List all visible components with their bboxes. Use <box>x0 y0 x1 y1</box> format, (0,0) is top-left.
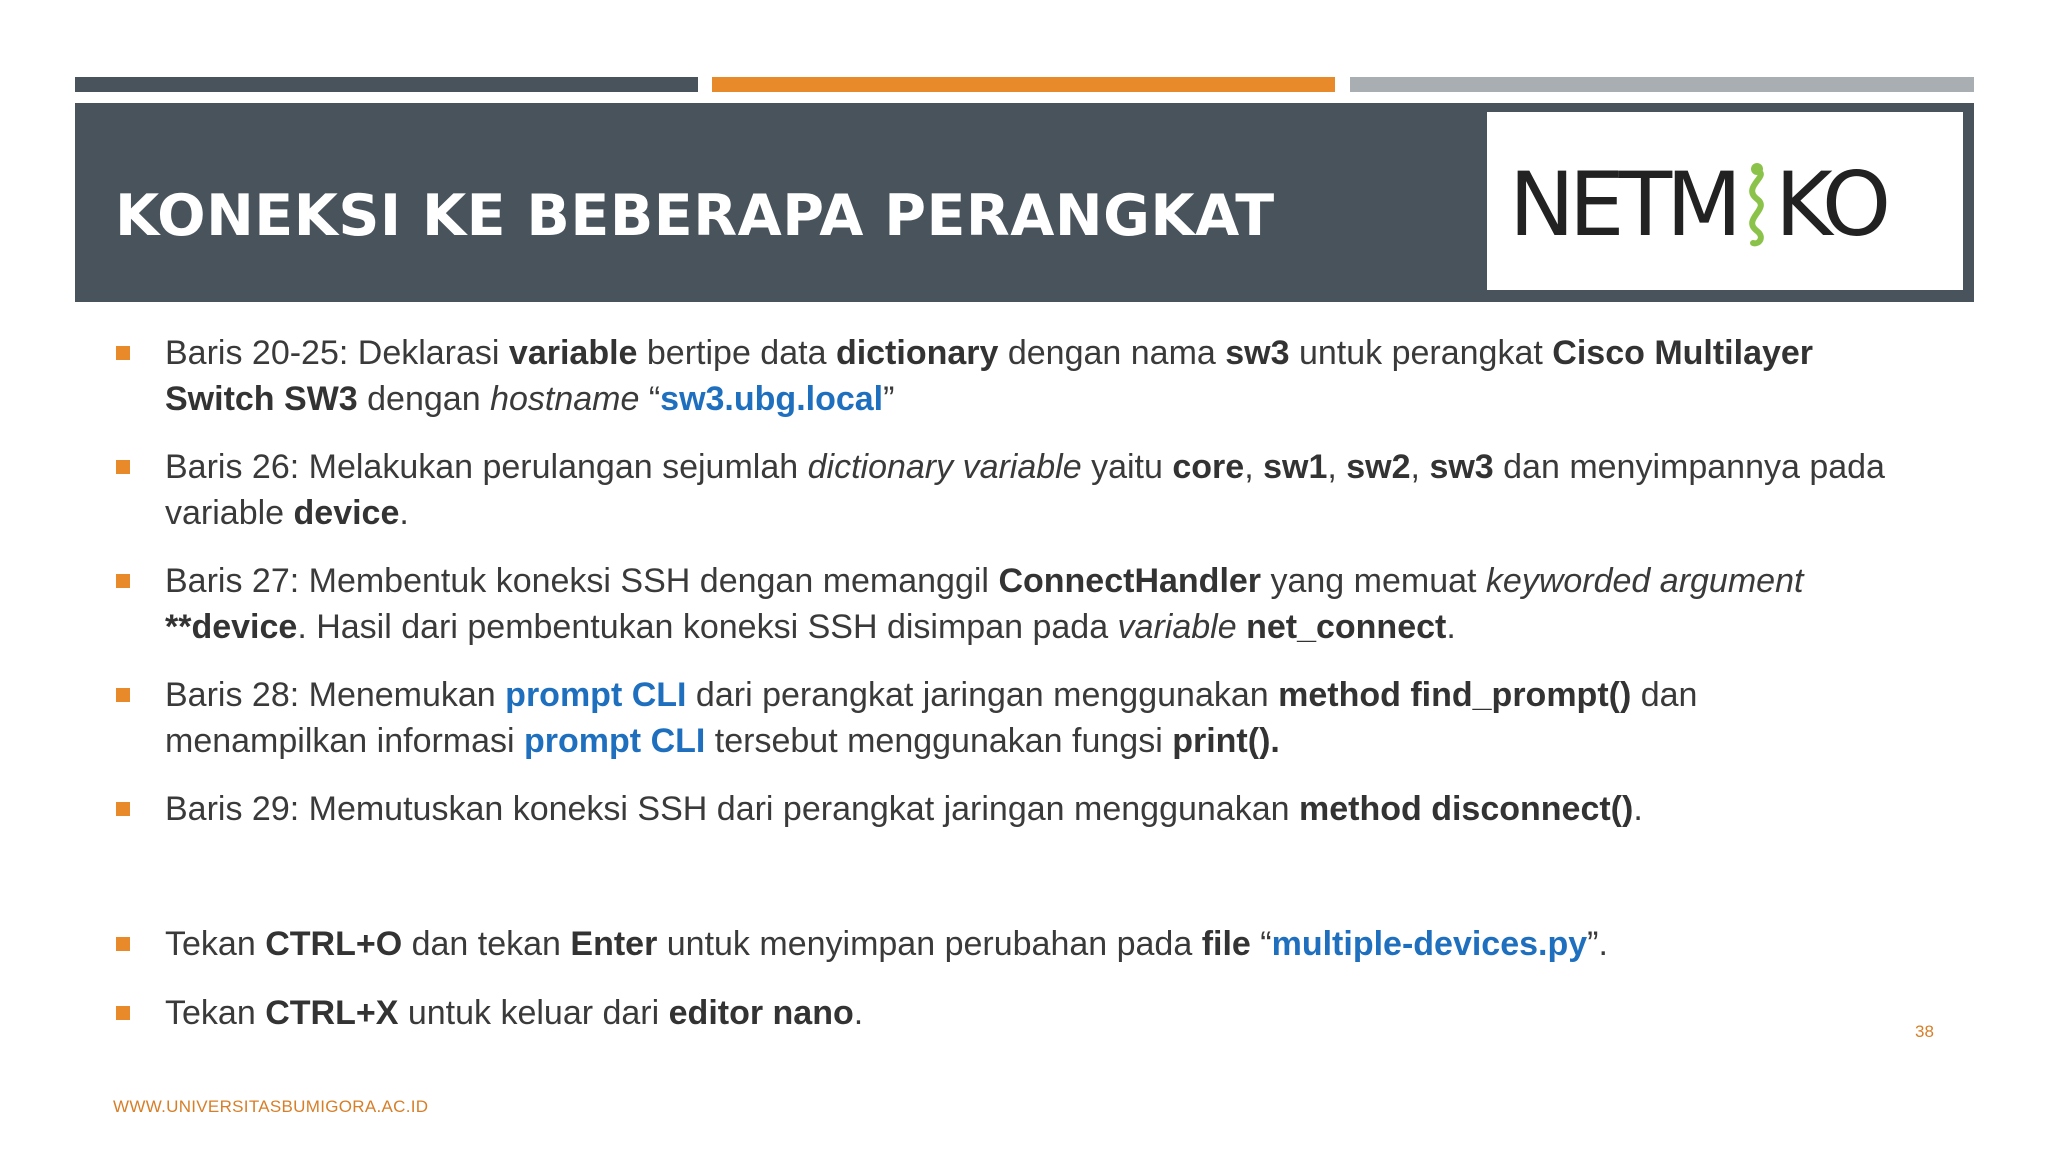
netmiko-logo <box>1485 110 1965 292</box>
bullet-2-line-1: Baris 26: Melakukan perulangan sejumlah dictionary variable yaitu core, sw1, sw2, sw3 dan menyimpannya pada <box>165 448 1885 486</box>
bullet-marker <box>116 460 130 474</box>
footer-url: WWW.UNIVERSITASBUMIGORA.AC.ID <box>113 1097 429 1116</box>
bullet-marker <box>116 1006 130 1020</box>
logo-text-right: KO <box>1775 157 1886 249</box>
bullet-3-line-1: Baris 27: Membentuk koneksi SSH dengan memanggil ConnectHandler yang memuat keyworded argument <box>165 562 1804 600</box>
bullet-6 <box>165 921 1905 967</box>
bullet-3-line-2: **device. Hasil dari pembentukan koneksi SSH disimpan pada variable net_connect. <box>165 608 1456 646</box>
bullet-7-line-1: Tekan CTRL+X untuk keluar dari editor nano. <box>165 994 864 1032</box>
bullet-marker <box>116 688 130 702</box>
bullet-7 <box>165 990 1905 1036</box>
bullet-1-line-2: Switch SW3 dengan hostname “sw3.ubg.local” <box>165 380 895 418</box>
bullet-2-line-2: variable device. <box>165 494 409 532</box>
bullet-4 <box>165 672 1905 764</box>
slide-title: KONEKSI KE BEBERAPA PERANGKAT <box>115 183 1275 249</box>
bullet-2 <box>165 444 1905 536</box>
logo-text-left: NETM <box>1509 157 1737 249</box>
top-bar-dark <box>75 77 698 92</box>
bullet-4-line-1: Baris 28: Menemukan prompt CLI dari perangkat jaringan menggunakan method find_prompt() dan <box>165 676 1698 714</box>
top-bar-orange <box>712 77 1335 92</box>
bullet-4-line-2: menampilkan informasi prompt CLI tersebut menggunakan fungsi print(). <box>165 722 1280 760</box>
bullet-1-line-1: Baris 20-25: Deklarasi variable bertipe data dictionary dengan nama sw3 untuk perangkat Cisco Multilayer <box>165 334 1814 372</box>
bullet-5-line-1: Baris 29: Memutuskan koneksi SSH dari perangkat jaringan menggunakan method disconnect(). <box>165 790 1643 828</box>
snake-icon <box>1751 163 1763 243</box>
bullet-5 <box>165 786 1905 832</box>
page-number: 38 <box>1915 1022 1934 1041</box>
netmiko-logo-mark <box>1509 157 1949 249</box>
bullet-marker <box>116 574 130 588</box>
bullet-1 <box>165 330 1905 422</box>
bullet-marker <box>116 802 130 816</box>
bullet-marker <box>116 346 130 360</box>
bullet-marker <box>116 937 130 951</box>
top-bar-gray <box>1350 77 1974 92</box>
filename-value: multiple-devices.py <box>1271 925 1588 963</box>
hostname-value: sw3.ubg.local <box>660 380 884 418</box>
bullet-3 <box>165 558 1905 650</box>
bullet-6-line-1: Tekan CTRL+O dan tekan Enter untuk menyimpan perubahan pada file “multiple-devices.py”. <box>165 925 1608 963</box>
